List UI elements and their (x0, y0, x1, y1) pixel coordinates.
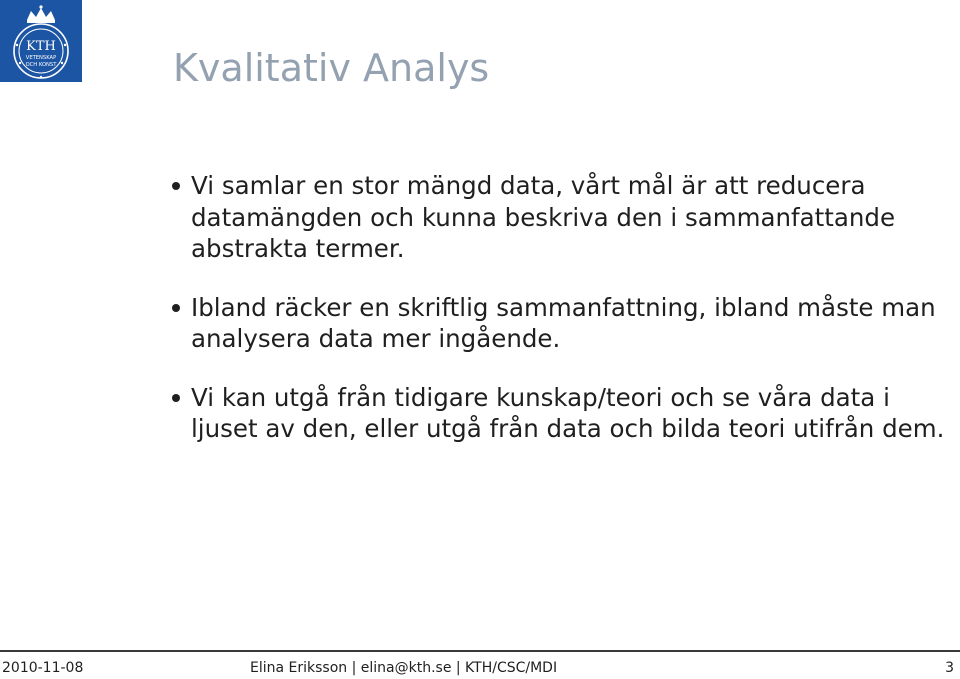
footer-author: Elina Eriksson | elina@kth.se | KTH/CSC/MDI (250, 660, 558, 676)
footer-page-number: 3 (945, 660, 954, 676)
kth-crest-icon (0, 0, 82, 82)
bullet-icon (172, 304, 180, 312)
bullet-item (172, 292, 952, 355)
footer-divider (0, 650, 960, 652)
bullet-item (172, 170, 952, 265)
bullet-text: Ibland räcker en skriftlig sammanfattning, ibland måste man analysera data mer ingående. (191, 292, 936, 353)
slide-title: Kvalitativ Analys (173, 46, 490, 90)
kth-logo (0, 0, 82, 82)
bullet-list (172, 170, 952, 472)
bullet-icon (172, 394, 180, 402)
logo-text-line2: OCH KONST (25, 62, 57, 68)
bullet-text: Vi kan utgå från tidigare kunskap/teori och se våra data i ljuset av den, eller utgå från data och bilda teori utifrån dem. (191, 382, 945, 443)
bullet-item (172, 382, 952, 445)
bullet-icon (172, 182, 180, 190)
logo-text-line1: VETENSKAP (25, 55, 57, 61)
footer-date: 2010-11-08 (2, 660, 84, 676)
bullet-text: Vi samlar en stor mängd data, vårt mål är att reducera datamängden och kunna beskriva den i sammanfattande abstrakta termer. (191, 171, 896, 263)
logo-text-main: KTH (26, 39, 56, 54)
